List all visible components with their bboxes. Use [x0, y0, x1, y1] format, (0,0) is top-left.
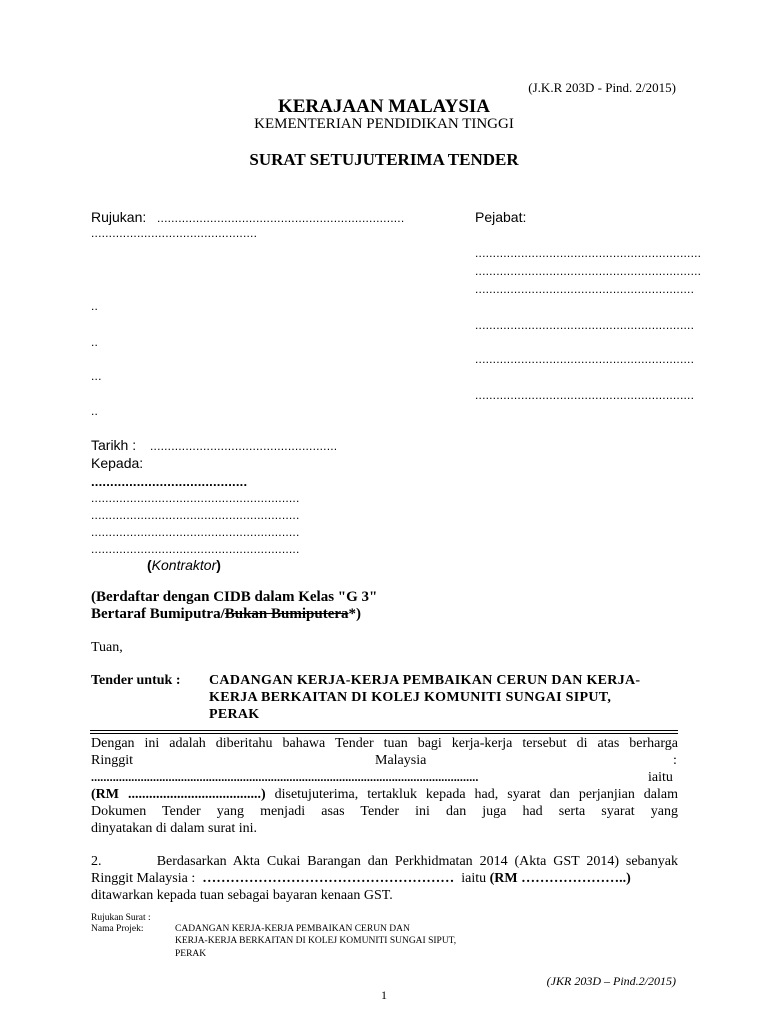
amount-rm-field: (RM ......................................) — [91, 787, 266, 802]
body-paragraph-2-line: 2. Berdasarkan Akta Cukai Barangan dan Perkhidmatan 2014 (Akta GST 2014) sebanyak — [91, 854, 678, 869]
footer-project-line: CADANGAN KERJA-KERJA PEMBAIKAN CERUN DAN — [175, 924, 410, 934]
amount-words-dots: ............................................................................................................................. — [91, 770, 479, 784]
office-label: Pejabat: — [475, 209, 527, 225]
contractor-open-paren: ( — [147, 557, 152, 573]
bumiputera-status-line — [91, 606, 361, 623]
recipient-address-line: ........................................................... — [91, 491, 300, 505]
acceptance-text: disetujuterima, tertakluk kepada had, syarat dan perjanjian dalam — [265, 787, 678, 802]
bumiputera-status-prefix: Bertaraf Bumiputra/ — [91, 606, 225, 622]
iaitu-label: iaitu — [648, 770, 673, 785]
footer-form-code: (JKR 203D – Pind.2/2015) — [546, 974, 676, 988]
date-label: Tarikh : — [91, 437, 137, 453]
tender-title-line: PERAK — [209, 707, 260, 722]
gst-rm-field: (RM …………………..) — [489, 871, 631, 886]
office-line: ................................................................ — [475, 246, 702, 260]
reference-short-line: .. — [91, 404, 99, 418]
divider-line — [90, 730, 678, 731]
tender-title-line: KERJA BERKAITAN DI KOLEJ KOMUNITI SUNGAI SIPUT, — [209, 690, 612, 705]
cidb-class-line: (Berdaftar dengan CIDB dalam Kelas "G 3" — [91, 589, 378, 605]
gst-ringgit-label: Ringgit Malaysia : — [91, 871, 203, 886]
document-title: SURAT SETUJUTERIMA TENDER — [249, 150, 519, 169]
malaysia-label: Malaysia — [375, 753, 427, 768]
contractor-close-paren: ) — [216, 557, 221, 573]
office-line: .............................................................. — [475, 388, 695, 402]
recipient-address-line: ........................................................... — [91, 542, 300, 556]
body-paragraph-1-line: Dengan ini adalah diberitahu bahawa Tender tuan bagi kerja-kerja tersebut di atas berharga — [91, 736, 678, 751]
office-line: .............................................................. — [475, 282, 695, 296]
footer-project-line: KERJA-KERJA BERKAITAN DI KOLEJ KOMUNITI SUNGAI SIPUT, — [175, 936, 457, 946]
office-line: ................................................................ — [475, 264, 702, 278]
body-paragraph-1-line: Dokumen Tender yang menjadi asas Tender ini dan juga had serta syarat yang — [91, 804, 678, 819]
recipient-address-line: ........................................................... — [91, 508, 300, 522]
reference-short-line: .. — [91, 299, 99, 313]
page-number: 1 — [381, 988, 387, 1002]
bumiputera-status-struck: Bukan Bumiputera — [224, 606, 349, 622]
contractor-label: Kontraktor — [151, 557, 217, 573]
date-dots: ..................................................... — [150, 439, 338, 453]
footer-project-line: PERAK — [175, 949, 207, 959]
reference-label: Rujukan: — [91, 209, 147, 225]
body-paragraph-1-line — [91, 787, 678, 803]
bumiputera-status-suffix: *) — [348, 606, 362, 622]
contractor-caption — [147, 557, 221, 573]
government-heading: KERAJAAN MALAYSIA — [277, 96, 490, 117]
reference-dots-line: ...................................................................... — [157, 211, 405, 225]
body-paragraph-1-line: dinyatakan di dalam surat ini. — [91, 821, 258, 836]
recipient-address-line: ........................................................... — [91, 525, 300, 539]
footer-project-label: Nama Projek: — [91, 924, 144, 934]
recipient-label: Kepada: — [91, 455, 144, 471]
amount-colon: : — [673, 753, 677, 768]
body-paragraph-2-line: ditawarkan kepada tuan sebagai bayaran kenaan GST. — [91, 888, 393, 903]
form-reference-code: (J.K.R 203D - Pind. 2/2015) — [528, 80, 676, 95]
gst-words-dots: ……………………………………………… — [202, 871, 455, 886]
gst-iaitu-label: iaitu — [454, 871, 490, 886]
reference-short-line: .. — [91, 335, 99, 349]
salutation: Tuan, — [91, 640, 123, 655]
reference-short-line: ... — [91, 369, 102, 383]
tender-title-line: CADANGAN KERJA-KERJA PEMBAIKAN CERUN DAN KERJA- — [209, 673, 641, 688]
gst-amount-line — [91, 871, 631, 887]
ministry-heading: KEMENTERIAN PENDIDIKAN TINGGI — [254, 116, 514, 132]
tender-label: Tender untuk : — [91, 673, 181, 688]
ringgit-label: Ringgit — [91, 753, 134, 768]
office-line: .............................................................. — [475, 318, 695, 332]
divider-line — [90, 733, 678, 734]
footer-reference-label: Rujukan Surat : — [91, 913, 151, 923]
recipient-name-line: ......................................... — [91, 474, 248, 489]
reference-dots-line-2: ............................................... — [91, 226, 258, 240]
office-line: .............................................................. — [475, 352, 695, 366]
